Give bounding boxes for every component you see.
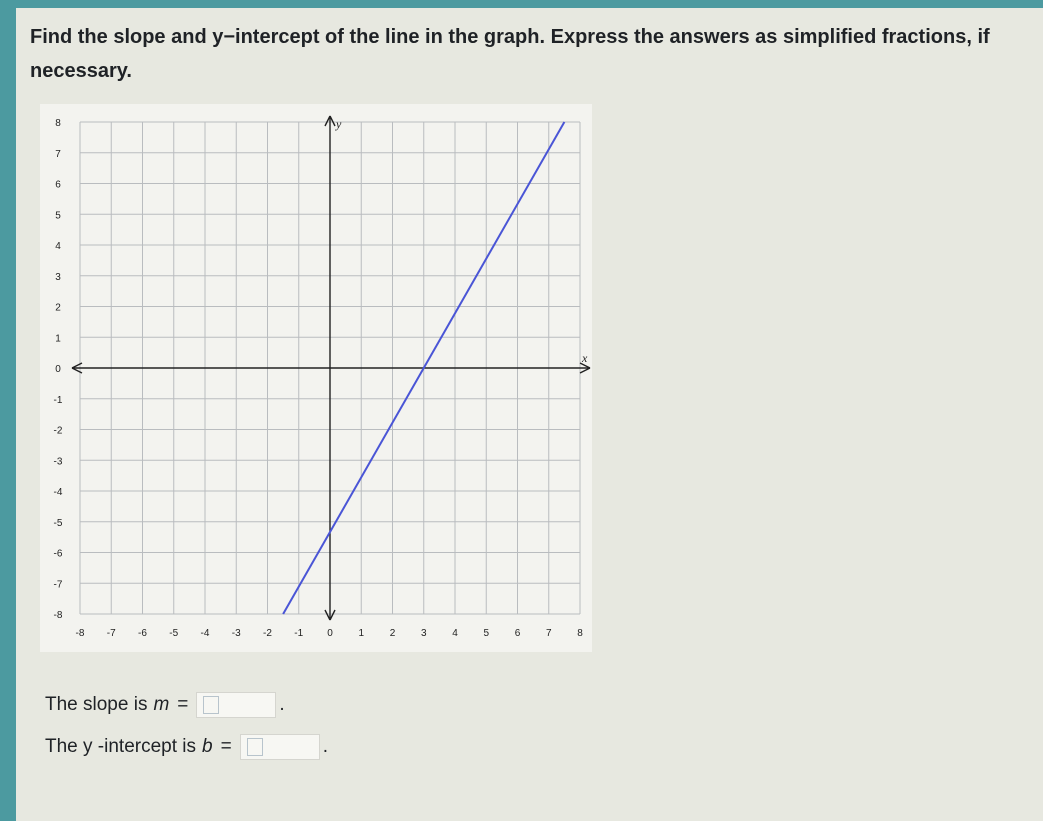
answer-placeholder-icon xyxy=(203,696,219,714)
y-tick-label: -5 xyxy=(53,517,63,529)
x-axis-label: x xyxy=(582,351,588,365)
x-tick-label: -1 xyxy=(294,628,304,639)
intercept-equals: = xyxy=(220,736,232,757)
x-tick-label: 0 xyxy=(327,628,333,639)
y-tick-label: 4 xyxy=(55,241,61,252)
x-tick-label: -2 xyxy=(263,628,272,639)
x-tick-label: 6 xyxy=(514,628,521,639)
x-tick-label: -8 xyxy=(75,628,85,639)
intercept-input[interactable] xyxy=(240,734,320,760)
x-tick-label: 3 xyxy=(420,628,427,639)
x-tick-label: -6 xyxy=(138,628,147,639)
y-tick-label: 8 xyxy=(55,118,61,129)
y-tick-label: -1 xyxy=(53,394,63,406)
slope-answer-row xyxy=(45,692,285,718)
y-tick-label: 5 xyxy=(55,210,61,222)
y-tick-label: 3 xyxy=(55,271,61,283)
x-tick-label: 4 xyxy=(452,628,458,639)
x-tick-label: -4 xyxy=(200,628,210,639)
intercept-variable: b xyxy=(202,736,213,757)
intercept-prompt: The y -intercept is xyxy=(45,736,196,757)
slope-input[interactable] xyxy=(196,692,276,718)
y-tick-label: 7 xyxy=(55,148,61,160)
y-tick-label: -4 xyxy=(53,487,63,498)
question-text: Find the slope and y−intercept of the line in the graph. Express the answers as simplified fractions, if necessary. xyxy=(30,26,990,82)
intercept-answer-row xyxy=(45,734,328,760)
x-tick-label: 1 xyxy=(358,628,365,639)
slope-period: . xyxy=(279,694,285,715)
graph-svg xyxy=(40,104,592,652)
intercept-period: . xyxy=(322,736,328,757)
x-tick-label: 8 xyxy=(577,628,583,639)
y-tick-label: -7 xyxy=(53,579,63,591)
coordinate-graph xyxy=(40,104,592,652)
y-tick-label: 6 xyxy=(55,179,61,191)
x-tick-label: -5 xyxy=(169,628,179,639)
x-tick-label: 7 xyxy=(545,628,552,639)
y-tick-label: -6 xyxy=(53,548,63,560)
slope-variable: m xyxy=(153,694,170,715)
window-left-border xyxy=(0,0,16,821)
y-tick-label: -8 xyxy=(53,610,63,621)
slope-prompt: The slope is xyxy=(45,694,148,715)
slope-equals: = xyxy=(177,694,189,715)
answer-placeholder-icon xyxy=(247,738,263,756)
x-tick-label: 2 xyxy=(389,628,396,639)
y-axis-label: y xyxy=(336,117,342,131)
y-tick-label: -2 xyxy=(53,425,63,437)
y-tick-label: 1 xyxy=(55,333,61,345)
y-tick-label: 0 xyxy=(55,364,61,375)
x-tick-label: 5 xyxy=(483,628,490,639)
x-tick-label: -3 xyxy=(231,628,241,639)
y-tick-label: -3 xyxy=(53,456,63,468)
y-tick-label: 2 xyxy=(55,302,61,314)
x-tick-label: -7 xyxy=(106,628,116,639)
